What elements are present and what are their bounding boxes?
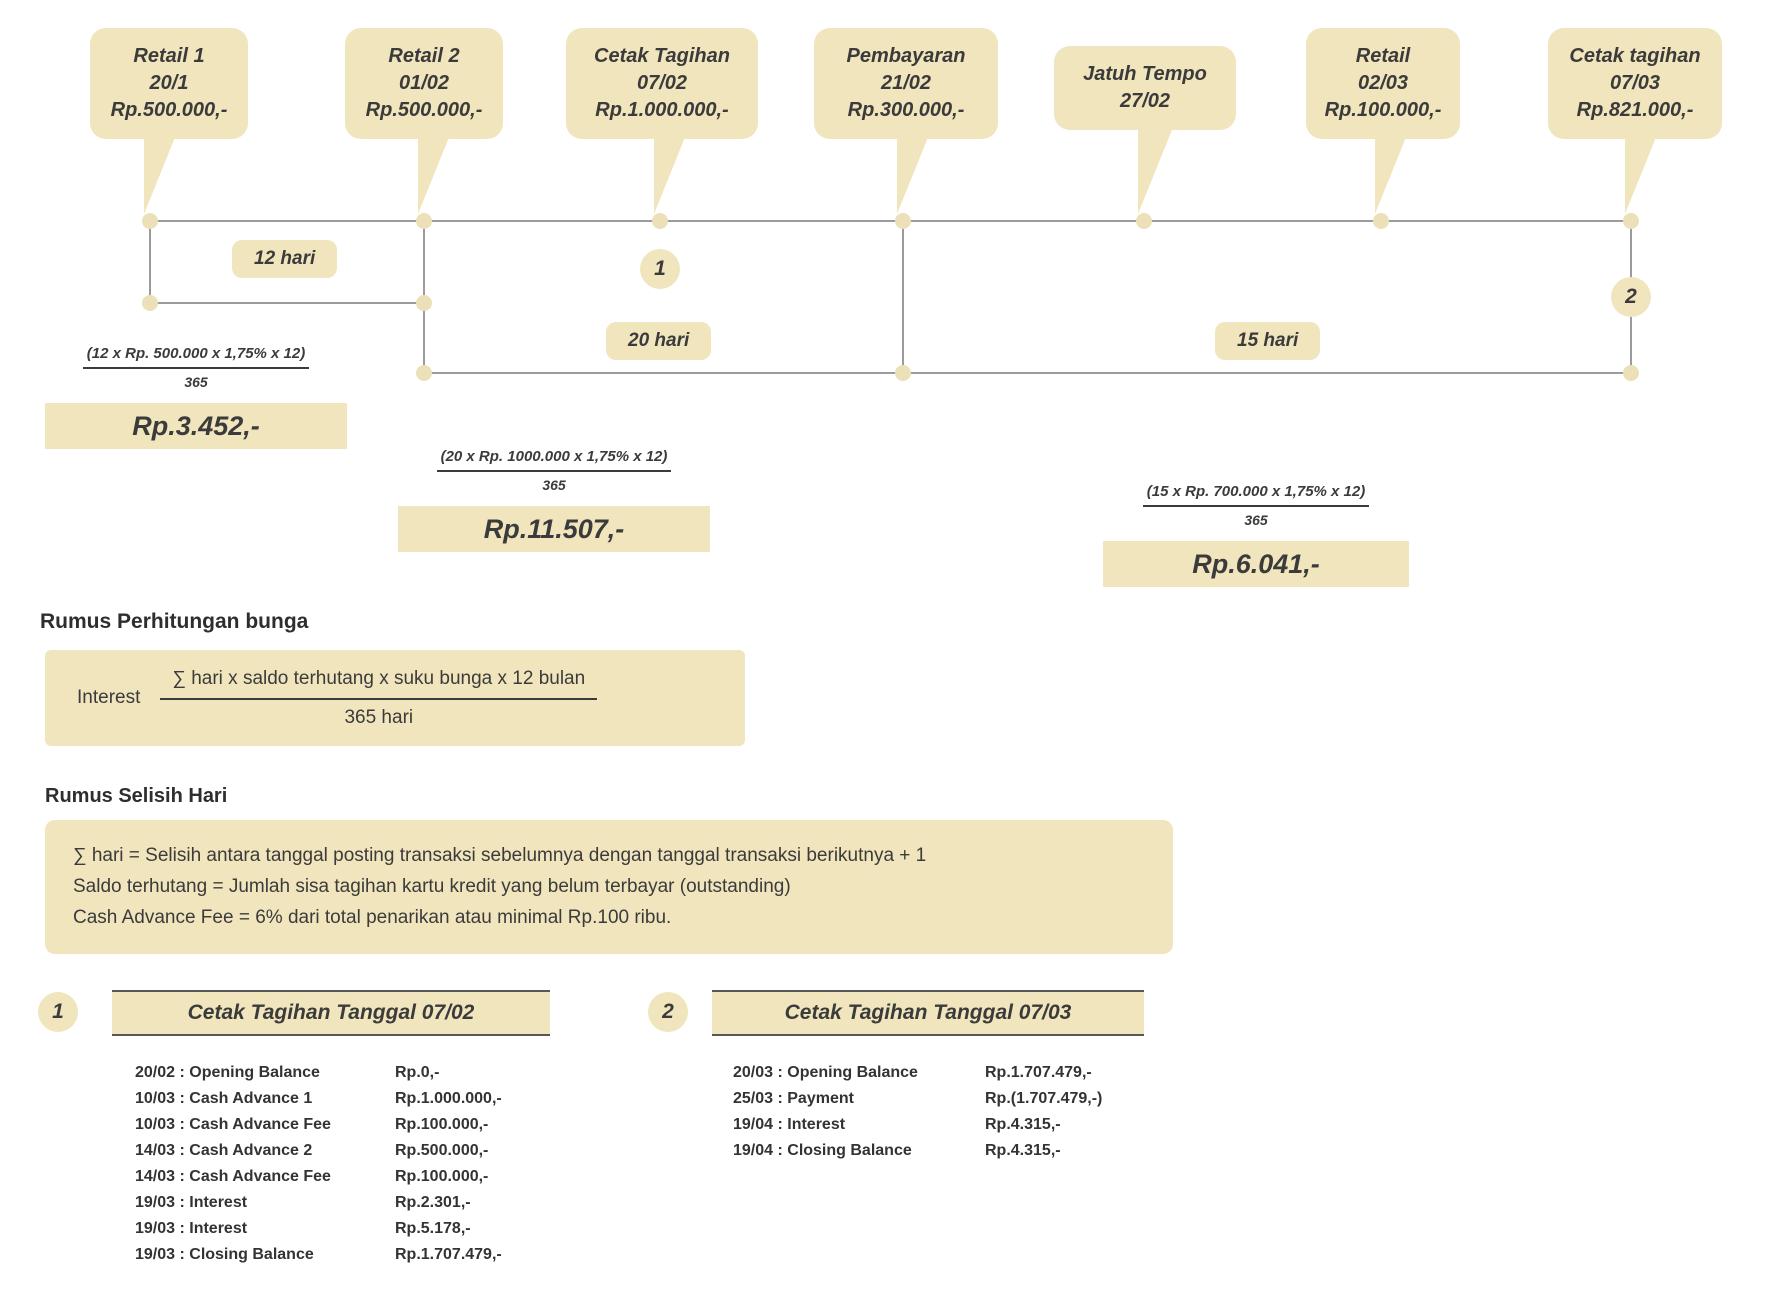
statement-1-table bbox=[135, 1060, 502, 1268]
row-value: Rp.100.000,- bbox=[395, 1168, 489, 1185]
row-label: 20/02 : Opening Balance bbox=[135, 1064, 320, 1081]
interval-line-12-hari bbox=[150, 302, 424, 304]
interval-dot bbox=[142, 295, 158, 311]
row-label: 19/03 : Closing Balance bbox=[135, 1246, 314, 1263]
calc-denominator: 365 bbox=[1244, 512, 1268, 528]
interest-label: Interest bbox=[77, 687, 141, 708]
interest-formula-heading: Rumus Perhitungan bunga bbox=[40, 610, 309, 633]
table-row bbox=[135, 1060, 502, 1086]
timeline-dot bbox=[652, 213, 668, 229]
callout-tail bbox=[897, 130, 931, 214]
day-rule-line: Cash Advance Fee = 6% dari total penarikan atau minimal Rp.100 ribu. bbox=[73, 906, 672, 928]
calc-denominator: 365 bbox=[184, 374, 208, 390]
timeline-dot bbox=[416, 213, 432, 229]
event-date: 07/02 bbox=[636, 72, 688, 94]
event-title: Cetak Tagihan bbox=[594, 45, 730, 67]
interest-calculation-1 bbox=[45, 345, 347, 449]
event-amount: Rp.500.000,- bbox=[365, 99, 483, 121]
event-title: Pembayaran bbox=[846, 45, 966, 67]
interest-calculation-2 bbox=[398, 448, 710, 552]
event-title: Jatuh Tempo bbox=[1083, 63, 1207, 85]
row-label: 14/03 : Cash Advance Fee bbox=[135, 1168, 331, 1185]
marker-2-badge: 2 bbox=[1611, 277, 1651, 317]
row-value: Rp.5.178,- bbox=[395, 1220, 471, 1237]
day-rule-line: Saldo terhutang = Jumlah sisa tagihan kartu kredit yang belum terbayar (outstanding) bbox=[73, 875, 791, 897]
timeline-event-bubble bbox=[566, 28, 758, 139]
timeline-dot bbox=[1373, 213, 1389, 229]
day-rule-heading: Rumus Selisih Hari bbox=[45, 785, 228, 807]
event-amount: Rp.300.000,- bbox=[847, 99, 965, 121]
event-date: 02/03 bbox=[1357, 72, 1409, 94]
interval-dot bbox=[895, 365, 911, 381]
row-label: 19/03 : Interest bbox=[135, 1194, 248, 1211]
calc-result: Rp.6.041,- bbox=[1103, 541, 1409, 587]
row-value: Rp.100.000,- bbox=[395, 1116, 489, 1133]
callout-tail bbox=[144, 130, 178, 214]
row-label: 19/04 : Closing Balance bbox=[733, 1142, 912, 1159]
interval-dot bbox=[416, 295, 432, 311]
interest-denominator: 365 hari bbox=[344, 706, 414, 728]
row-label: 19/04 : Interest bbox=[733, 1116, 846, 1133]
callout-tail bbox=[654, 130, 688, 214]
timeline-dot bbox=[895, 213, 911, 229]
timeline-event-bubble bbox=[1054, 46, 1236, 130]
table-row bbox=[733, 1112, 1102, 1138]
callout-tail bbox=[1625, 130, 1659, 214]
interval-label-15-hari: 15 hari bbox=[1215, 322, 1320, 360]
calc-result: Rp.11.507,- bbox=[398, 506, 710, 552]
event-title: Retail 1 bbox=[133, 45, 205, 67]
timeline-event-bubble bbox=[1548, 28, 1722, 139]
calc-numerator: (12 x Rp. 500.000 x 1,75% x 12) bbox=[83, 345, 309, 369]
table-row bbox=[733, 1060, 1102, 1086]
event-amount: Rp.1.000.000,- bbox=[595, 99, 729, 121]
interval-label-12-hari: 12 hari bbox=[232, 240, 337, 278]
day-rule-box bbox=[45, 820, 1173, 954]
event-date: 01/02 bbox=[398, 72, 450, 94]
statement-1-title: Cetak Tagihan Tanggal 07/02 bbox=[112, 990, 550, 1036]
table-row bbox=[135, 1112, 502, 1138]
table-row bbox=[135, 1190, 502, 1216]
callout-tail bbox=[418, 130, 452, 214]
timeline-event-bubble bbox=[90, 28, 248, 139]
interest-calculation-3 bbox=[1103, 483, 1409, 587]
table-row bbox=[135, 1138, 502, 1164]
row-value: Rp.0,- bbox=[395, 1064, 440, 1081]
row-label: 10/03 : Cash Advance Fee bbox=[135, 1116, 331, 1133]
row-value: Rp.(1.707.479,-) bbox=[985, 1090, 1103, 1107]
event-date: 21/02 bbox=[880, 72, 932, 94]
interest-fraction bbox=[160, 668, 597, 729]
timeline-event-bubble bbox=[345, 28, 503, 139]
event-date: 20/1 bbox=[149, 72, 189, 94]
event-amount: Rp.100.000,- bbox=[1324, 99, 1442, 121]
callout-tail bbox=[1375, 130, 1409, 214]
timeline-event-bubble bbox=[814, 28, 998, 139]
statement-1-badge: 1 bbox=[38, 992, 78, 1032]
statement-2-badge: 2 bbox=[648, 992, 688, 1032]
table-row bbox=[733, 1086, 1102, 1112]
event-amount: Rp.500.000,- bbox=[110, 99, 228, 121]
interval-line-20-15-hari bbox=[424, 372, 1631, 374]
interval-dot bbox=[416, 365, 432, 381]
interest-formula-box bbox=[45, 650, 745, 746]
callout-tail bbox=[1138, 130, 1172, 214]
event-date: 07/03 bbox=[1609, 72, 1661, 94]
table-row bbox=[135, 1164, 502, 1190]
row-value: Rp.1.707.479,- bbox=[985, 1064, 1092, 1081]
connector-line bbox=[902, 221, 904, 373]
row-label: 14/03 : Cash Advance 2 bbox=[135, 1142, 313, 1159]
day-rule-line: ∑ hari = Selisih antara tanggal posting transaksi sebelumnya dengan tanggal transaksi berikutnya + 1 bbox=[73, 845, 927, 866]
row-value: Rp.2.301,- bbox=[395, 1194, 471, 1211]
timeline-dot bbox=[1623, 213, 1639, 229]
table-row bbox=[135, 1242, 502, 1268]
interval-label-20-hari: 20 hari bbox=[606, 322, 711, 360]
event-title: Retail 2 bbox=[388, 45, 460, 67]
statement-2-table bbox=[733, 1060, 1102, 1164]
interval-dot bbox=[1623, 365, 1639, 381]
marker-1-badge: 1 bbox=[640, 249, 680, 289]
table-row bbox=[733, 1138, 1102, 1164]
calc-denominator: 365 bbox=[542, 477, 566, 493]
row-label: 25/03 : Payment bbox=[733, 1090, 854, 1107]
row-value: Rp.4.315,- bbox=[985, 1116, 1061, 1133]
row-value: Rp.1.000.000,- bbox=[395, 1090, 502, 1107]
event-date: 27/02 bbox=[1119, 90, 1171, 112]
table-row bbox=[135, 1216, 502, 1242]
row-label: 19/03 : Interest bbox=[135, 1220, 248, 1237]
calc-result: Rp.3.452,- bbox=[45, 403, 347, 449]
calc-numerator: (20 x Rp. 1000.000 x 1,75% x 12) bbox=[437, 448, 672, 472]
timeline-dot bbox=[142, 213, 158, 229]
row-label: 20/03 : Opening Balance bbox=[733, 1064, 918, 1081]
timeline-line bbox=[150, 220, 1631, 222]
interest-numerator: ∑ hari x saldo terhutang x suku bunga x 12 bulan bbox=[160, 668, 597, 700]
row-value: Rp.4.315,- bbox=[985, 1142, 1061, 1159]
calc-numerator: (15 x Rp. 700.000 x 1,75% x 12) bbox=[1143, 483, 1369, 507]
table-row bbox=[135, 1086, 502, 1112]
statement-2-title: Cetak Tagihan Tanggal 07/03 bbox=[712, 990, 1144, 1036]
event-amount: Rp.821.000,- bbox=[1576, 99, 1694, 121]
timeline-dot bbox=[1136, 213, 1152, 229]
timeline-event-bubble bbox=[1306, 28, 1460, 139]
event-title: Retail bbox=[1355, 45, 1411, 67]
connector-line bbox=[149, 221, 151, 303]
row-value: Rp.500.000,- bbox=[395, 1142, 489, 1159]
row-label: 10/03 : Cash Advance 1 bbox=[135, 1090, 313, 1107]
event-title: Cetak tagihan bbox=[1569, 45, 1701, 67]
row-value: Rp.1.707.479,- bbox=[395, 1246, 502, 1263]
